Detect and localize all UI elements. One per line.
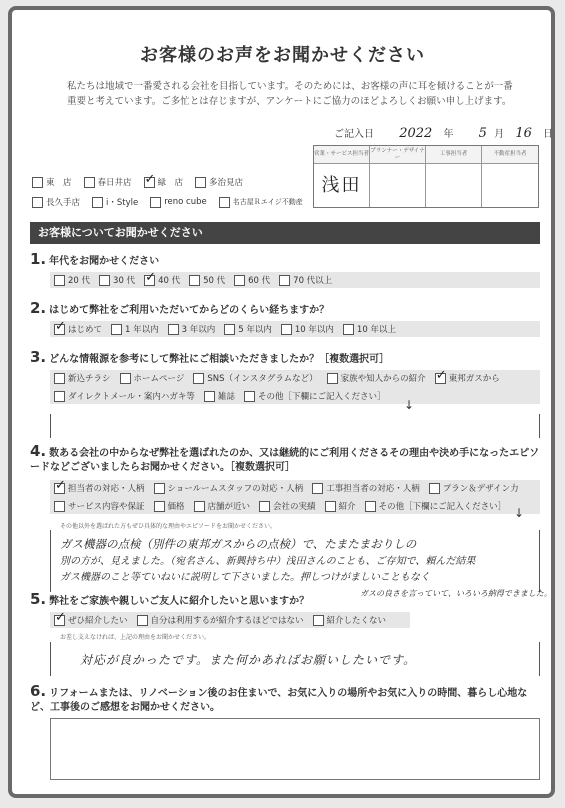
option-label: 10 年以内	[294, 325, 334, 335]
checkbox[interactable]	[244, 391, 255, 402]
checkbox[interactable]	[327, 373, 338, 384]
staff-header-planner: プランナー・デザイナー	[370, 146, 426, 164]
q2-option[interactable]	[111, 323, 159, 335]
store-label: reno cube	[164, 197, 207, 207]
checkbox[interactable]	[54, 391, 65, 402]
checkbox[interactable]	[144, 177, 155, 188]
q5-options	[50, 612, 410, 628]
option-label: 1 年以内	[125, 325, 159, 335]
question-4	[30, 444, 540, 475]
checkbox[interactable]	[54, 501, 65, 512]
checkbox[interactable]	[111, 324, 122, 335]
store-label: 緑 店	[157, 178, 184, 188]
q4-option[interactable]	[194, 500, 251, 512]
staff-header-realestate: 不動産担当者	[482, 146, 538, 164]
checkbox[interactable]	[365, 501, 376, 512]
question-number: 5.	[30, 590, 47, 608]
checkbox[interactable]	[99, 275, 110, 286]
checkbox[interactable]	[234, 275, 245, 286]
option-label: ぜひ紹介したい	[68, 616, 128, 626]
q1-option[interactable]	[279, 274, 332, 286]
q3-option[interactable]	[54, 390, 195, 402]
option-label: 紹介	[338, 502, 356, 512]
checkbox[interactable]	[54, 373, 65, 384]
checkbox[interactable]	[54, 324, 65, 335]
question-text: 弊社をご家族や親しいご友人に紹介したいと思いますか？	[49, 596, 310, 607]
arrow-down-icon: ↓	[514, 506, 525, 520]
checkbox[interactable]	[259, 501, 270, 512]
checkbox[interactable]	[54, 615, 65, 626]
q4-option[interactable]	[54, 482, 145, 494]
option-label: その他［下欄にご記入ください］	[257, 392, 386, 402]
checkbox[interactable]	[195, 177, 206, 188]
q4-answer-line-2: 別の方が、見えました。（宛名さん、新興持ち中）浅田さんのことも、ご存知で、頼んだ結果	[60, 556, 476, 567]
option-label: 40 代	[158, 276, 181, 286]
option-label: 担当者の対応・人柄	[68, 484, 145, 494]
q1-option[interactable]	[144, 274, 180, 286]
question-number: 4.	[30, 442, 47, 460]
question-3	[30, 350, 389, 367]
checkbox[interactable]	[54, 483, 65, 494]
checkbox[interactable]	[154, 483, 165, 494]
store-label: 長久手店	[46, 198, 81, 208]
option-label: SNS（インスタグラムなど）	[207, 374, 318, 384]
date-year[interactable]: 2022	[399, 126, 433, 141]
option-label: ダイレクトメール・案内ハガキ等	[68, 392, 195, 402]
store-label: 春日井店	[97, 178, 132, 188]
date-month-unit: 月	[494, 129, 505, 140]
date-row	[334, 125, 553, 141]
option-label: 20 代	[68, 276, 91, 286]
option-label: 30 代	[113, 276, 136, 286]
option-label: 3 年以内	[181, 325, 216, 335]
date-month[interactable]: 5	[478, 126, 487, 141]
option-label: 新込チラシ	[68, 374, 111, 384]
q1-option[interactable]	[234, 274, 270, 286]
checkbox[interactable]	[224, 324, 235, 335]
option-label: ショールームスタッフの対応・人柄	[167, 484, 304, 494]
option-label: 70 代以上	[293, 276, 333, 286]
option-label: 店舗が近い	[207, 502, 251, 512]
checkbox[interactable]	[435, 373, 446, 384]
staff-header-construction: 工事担当者	[426, 146, 482, 164]
option-label: その他［下欄にご記入ください］	[378, 502, 507, 512]
option-label: 家族や知人からの紹介	[340, 374, 426, 384]
date-year-unit: 年	[443, 129, 454, 140]
page-title: お客様のお声をお聞かせください	[140, 45, 425, 66]
q4-option[interactable]	[154, 500, 185, 512]
section-banner: お客様についてお聞かせください	[30, 222, 540, 244]
q1-option[interactable]	[189, 274, 225, 286]
option-label: ホームページ	[133, 374, 185, 384]
q5-option[interactable]	[54, 614, 128, 626]
q5-answer: 対応が良かったです。また何かあればお願いしたいです。	[80, 653, 417, 667]
q3-option[interactable]	[54, 372, 111, 384]
checkbox[interactable]	[279, 275, 290, 286]
q4-answer-line-1: ガス機器の点検（別件の東邦ガスからの点検）で、たまたまおりしの	[60, 537, 417, 551]
checkbox[interactable]	[219, 197, 230, 208]
checkbox[interactable]	[312, 483, 323, 494]
q3-option[interactable]	[204, 390, 235, 402]
q4-answer-line-3: ガス機器のこと等ていねいに説明して下さいました。押しつけがましいこともなく	[60, 572, 430, 583]
store-options	[32, 176, 312, 216]
q3-option[interactable]	[120, 372, 185, 384]
checkbox[interactable]	[429, 483, 440, 494]
q4-note: その他以外を選ばれた方もぜひ具体的な理由やエピソードをお聞かせください。	[60, 523, 277, 530]
date-label: ご記入日	[334, 129, 374, 140]
q1-option[interactable]	[99, 274, 135, 286]
option-label: 10 年以上	[356, 325, 396, 335]
checkbox[interactable]	[150, 197, 161, 208]
store-option[interactable]	[144, 176, 184, 188]
q2-options	[50, 321, 540, 337]
store-option[interactable]	[219, 196, 303, 208]
q4-option[interactable]	[312, 482, 420, 494]
checkbox[interactable]	[144, 275, 155, 286]
question-text: 数ある会社の中からなぜ弊社を選ばれたのか、又は継続的にご利用くださるその理由や決め手になったエピソードなどございましたらお聞かせください。［複数選択可］	[30, 448, 540, 473]
arrow-down-icon: ↓	[404, 398, 415, 412]
date-day[interactable]: 16	[515, 126, 532, 141]
q2-option[interactable]	[54, 323, 102, 335]
checkbox[interactable]	[84, 177, 95, 188]
option-label: 東邦ガスから	[448, 374, 500, 384]
staff-value-planner[interactable]	[370, 164, 426, 207]
option-label: 価格	[167, 502, 185, 512]
q2-option[interactable]	[224, 323, 272, 335]
option-label: 50 代	[203, 276, 226, 286]
store-label: 多治見店	[209, 178, 244, 188]
checkbox[interactable]	[193, 373, 204, 384]
checkbox[interactable]	[325, 501, 336, 512]
question-text: 年代をお聞かせください	[49, 256, 160, 267]
q4-option[interactable]	[429, 482, 519, 494]
question-number: 1.	[30, 250, 47, 268]
option-label: プラン＆デザイン力	[442, 484, 519, 494]
q3-option[interactable]	[327, 372, 426, 384]
question-1	[30, 252, 159, 269]
question-text: どんな情報源を参考にして弊社にご相談いただきましたか？［複数選択可］	[49, 354, 390, 365]
q3-option[interactable]	[244, 390, 386, 402]
question-5	[30, 592, 309, 609]
checkbox[interactable]	[32, 197, 43, 208]
option-label: 会社の実績	[273, 502, 316, 512]
question-number: 6.	[30, 682, 47, 700]
option-label: 60 代	[248, 276, 271, 286]
question-6	[30, 684, 530, 715]
store-option[interactable]	[92, 196, 138, 208]
option-label: はじめて	[68, 325, 103, 335]
q4-option[interactable]	[54, 500, 145, 512]
staff-table	[313, 145, 539, 208]
checkbox[interactable]	[189, 275, 200, 286]
store-row-1	[32, 176, 312, 188]
question-text: リフォームまたは、リノベーション後のお住まいで、お気に入りの場所やお気に入りの時間、暮らし心地など、工事後のご感想をお聞かせください。	[30, 688, 528, 713]
q4-option[interactable]	[325, 500, 356, 512]
option-label: 雑誌	[217, 392, 235, 402]
intro-text: 私たちは地域で一番愛される会社を目指しています。そのためには、お客様の声に耳を傾けることが一番重要と考えています。ご多忙とは存じますが、アンケートにご協力のほどよろしくお願い申し上げます。	[67, 81, 513, 107]
q4-option[interactable]	[154, 482, 304, 494]
q4-answer-line-4: ガスの良さを言っていて、いろいろ納得できました。	[360, 589, 552, 598]
option-label: 紹介したくない	[326, 616, 387, 626]
question-number: 3.	[30, 348, 47, 366]
store-option[interactable]	[32, 176, 72, 188]
q1-options	[50, 272, 540, 288]
checkbox[interactable]	[32, 177, 43, 188]
option-label: 自分は利用するが紹介するほどではない	[150, 616, 304, 626]
checkbox[interactable]	[168, 324, 179, 335]
question-number: 2.	[30, 299, 47, 317]
checkbox[interactable]	[313, 615, 324, 626]
store-option[interactable]	[150, 196, 207, 208]
option-label: 工事担当者の対応・人柄	[326, 484, 420, 494]
staff-value-sales[interactable]: 浅田	[314, 164, 370, 207]
q4-options	[50, 480, 540, 514]
question-text: はじめて弊社をご利用いただいてからどのくらい経ちますか？	[49, 305, 330, 316]
checkbox[interactable]	[92, 197, 103, 208]
option-label: 5 年以内	[238, 325, 272, 335]
q2-option[interactable]	[168, 323, 216, 335]
q4-option[interactable]	[365, 500, 507, 512]
q6-answer-box[interactable]	[50, 718, 540, 780]
q3-option[interactable]	[193, 372, 317, 384]
q3-option[interactable]	[435, 372, 500, 384]
q5-option[interactable]	[313, 614, 387, 626]
store-option[interactable]	[195, 176, 243, 188]
staff-header-sales: 営業・サービス担当者	[314, 146, 370, 164]
date-day-unit: 日	[543, 129, 554, 140]
q1-option[interactable]	[54, 274, 90, 286]
checkbox[interactable]	[194, 501, 205, 512]
q3-other-answer[interactable]	[50, 414, 540, 438]
staff-value-construction[interactable]	[426, 164, 482, 207]
q5-note: お差し支えなければ、上記の理由をお聞かせください。	[60, 634, 211, 641]
question-2	[30, 301, 329, 318]
checkbox[interactable]	[343, 324, 354, 335]
staff-value-realestate[interactable]	[482, 164, 538, 207]
store-label: 名古屋Ｒエイジ不動産	[232, 198, 303, 206]
q3-options	[50, 370, 540, 404]
q2-option[interactable]	[281, 323, 334, 335]
store-label: 東 店	[46, 178, 72, 188]
store-option[interactable]	[32, 196, 80, 208]
option-label: サービス内容や保証	[68, 502, 145, 512]
checkbox[interactable]	[120, 373, 131, 384]
q4-option[interactable]	[259, 500, 316, 512]
store-option[interactable]	[84, 176, 132, 188]
checkbox[interactable]	[204, 391, 215, 402]
store-label: i・Style	[106, 198, 139, 208]
checkbox[interactable]	[137, 615, 148, 626]
checkbox[interactable]	[281, 324, 292, 335]
q5-option[interactable]	[137, 614, 304, 626]
q2-option[interactable]	[343, 323, 396, 335]
checkbox[interactable]	[54, 275, 65, 286]
store-row-2	[32, 196, 312, 208]
checkbox[interactable]	[154, 501, 165, 512]
